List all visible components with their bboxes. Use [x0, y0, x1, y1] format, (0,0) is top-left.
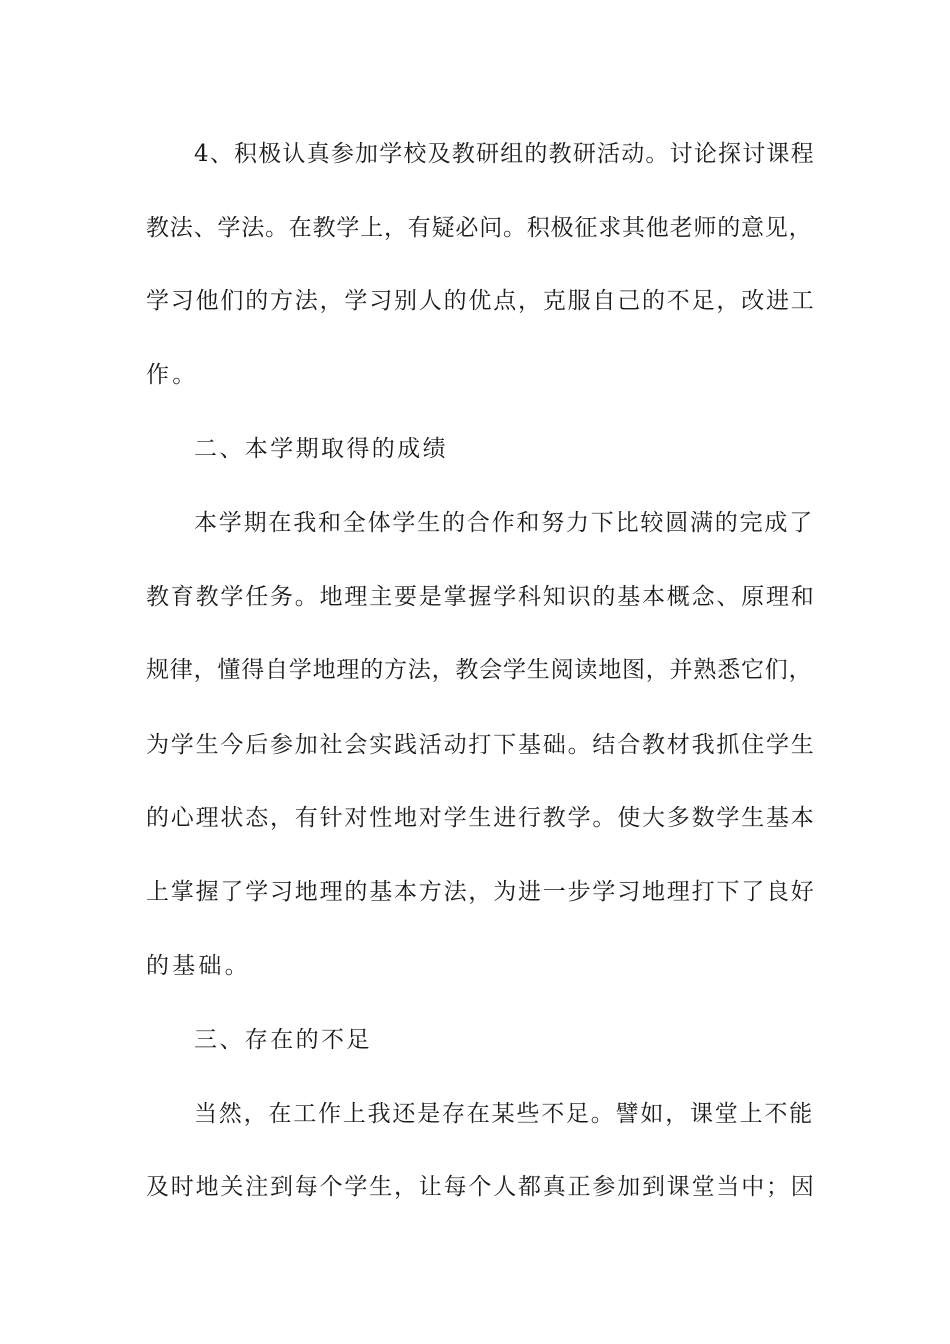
section-heading-achievements: 二、本学期取得的成绩: [194, 436, 448, 462]
section-heading-shortcomings: 三、存在的不足: [194, 1027, 372, 1053]
achievements-line-7: 的基础。: [146, 953, 251, 979]
shortcomings-line-2: 及时地关注到每个学生，让每个人都真正参加到课堂当中；因: [146, 1174, 816, 1200]
paragraph-4-line-2: 教法、学法。在教学上，有疑必问。积极征求其他老师的意见，: [146, 215, 813, 241]
achievements-line-1: 本学期在我和全体学生的合作和努力下比较圆满的完成了: [194, 510, 814, 536]
shortcomings-line-1: 当然，在工作上我还是存在某些不足。譬如，课堂上不能: [194, 1101, 814, 1127]
paragraph-4-line-4: 作。: [146, 362, 199, 388]
paragraph-4-line-1: 4、积极认真参加学校及教研组的教研活动。讨论探讨课程: [194, 141, 815, 167]
achievements-line-4: 为学生今后参加社会实践活动打下基础。结合教材我抓住学生: [146, 732, 816, 758]
achievements-line-5: 的心理状态，有针对性地对学生进行教学。使大多数学生基本: [146, 805, 816, 831]
achievements-line-3: 规律，懂得自学地理的方法，教会学生阅读地图，并熟悉它们，: [146, 657, 813, 683]
achievements-line-6: 上掌握了学习地理的基本方法，为进一步学习地理打下了良好: [146, 879, 816, 905]
paragraph-4-line-3: 学习他们的方法，学习别人的优点，克服自己的不足，改进工: [146, 288, 816, 314]
achievements-line-2: 教育教学任务。地理主要是掌握学科知识的基本概念、原理和: [146, 584, 816, 610]
